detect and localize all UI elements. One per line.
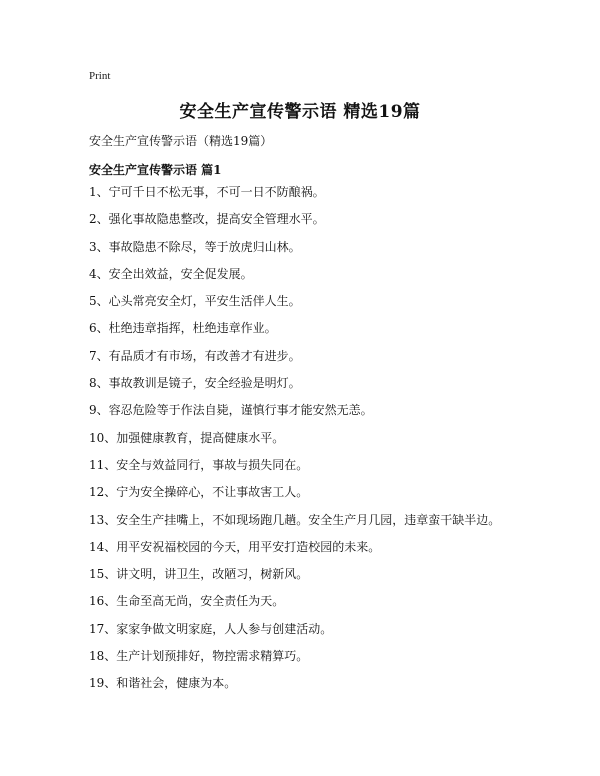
slogan-item: 18、生产计划预排好，物控需求精算巧。 — [89, 649, 309, 664]
slogan-item: 13、安全生产挂嘴上，不如现场跑几趟。安全生产月几园，违章蛮干缺半边。 — [89, 512, 501, 527]
slogan-item: 1、宁可千日不松无事，不可一日不防酿祸。 — [89, 185, 325, 199]
slogan-item: 10、加强健康教育，提高健康水平。 — [89, 430, 285, 445]
section-heading: 安全生产宣传警示语 篇1 — [89, 163, 222, 177]
slogan-item: 11、安全与效益同行，事故与损失同在。 — [89, 457, 309, 472]
slogan-item: 3、事故隐患不除尽，等于放虎归山林。 — [89, 239, 301, 254]
slogan-item: 6、杜绝违章指挥，杜绝违章作业。 — [89, 321, 277, 336]
slogan-item: 15、讲文明，讲卫生，改陋习，树新风。 — [89, 567, 309, 582]
slogan-item: 8、事故教训是镜子，安全经验是明灯。 — [89, 376, 301, 391]
document-subtitle: 安全生产宣传警示语（精选19篇） — [89, 134, 273, 148]
slogan-item: 17、家家争做文明家庭，人人参与创建活动。 — [89, 621, 333, 636]
print-label[interactable]: Print — [89, 70, 111, 82]
slogan-item: 12、宁为安全操碎心，不让事故害工人。 — [89, 485, 309, 500]
slogan-list — [89, 185, 569, 704]
page-title: 安全生产宣传警示语 精选19篇 — [179, 102, 421, 122]
slogan-item: 2、强化事故隐患整改，提高安全管理水平。 — [89, 212, 325, 227]
slogan-item: 7、有品质才有市场，有改善才有进步。 — [89, 348, 301, 363]
slogan-item: 19、和谐社会，健康为本。 — [89, 676, 237, 691]
slogan-item: 4、安全出效益，安全促发展。 — [89, 266, 253, 281]
slogan-item: 5、心头常亮安全灯，平安生活伴人生。 — [89, 294, 301, 309]
slogan-item: 9、容忍危险等于作法自毙，谨慎行事才能安然无恙。 — [89, 403, 373, 418]
slogan-item: 16、生命至高无尚，安全责任为天。 — [89, 594, 285, 609]
slogan-item: 14、用平安祝福校园的今天，用平安打造校园的未来。 — [89, 539, 381, 554]
